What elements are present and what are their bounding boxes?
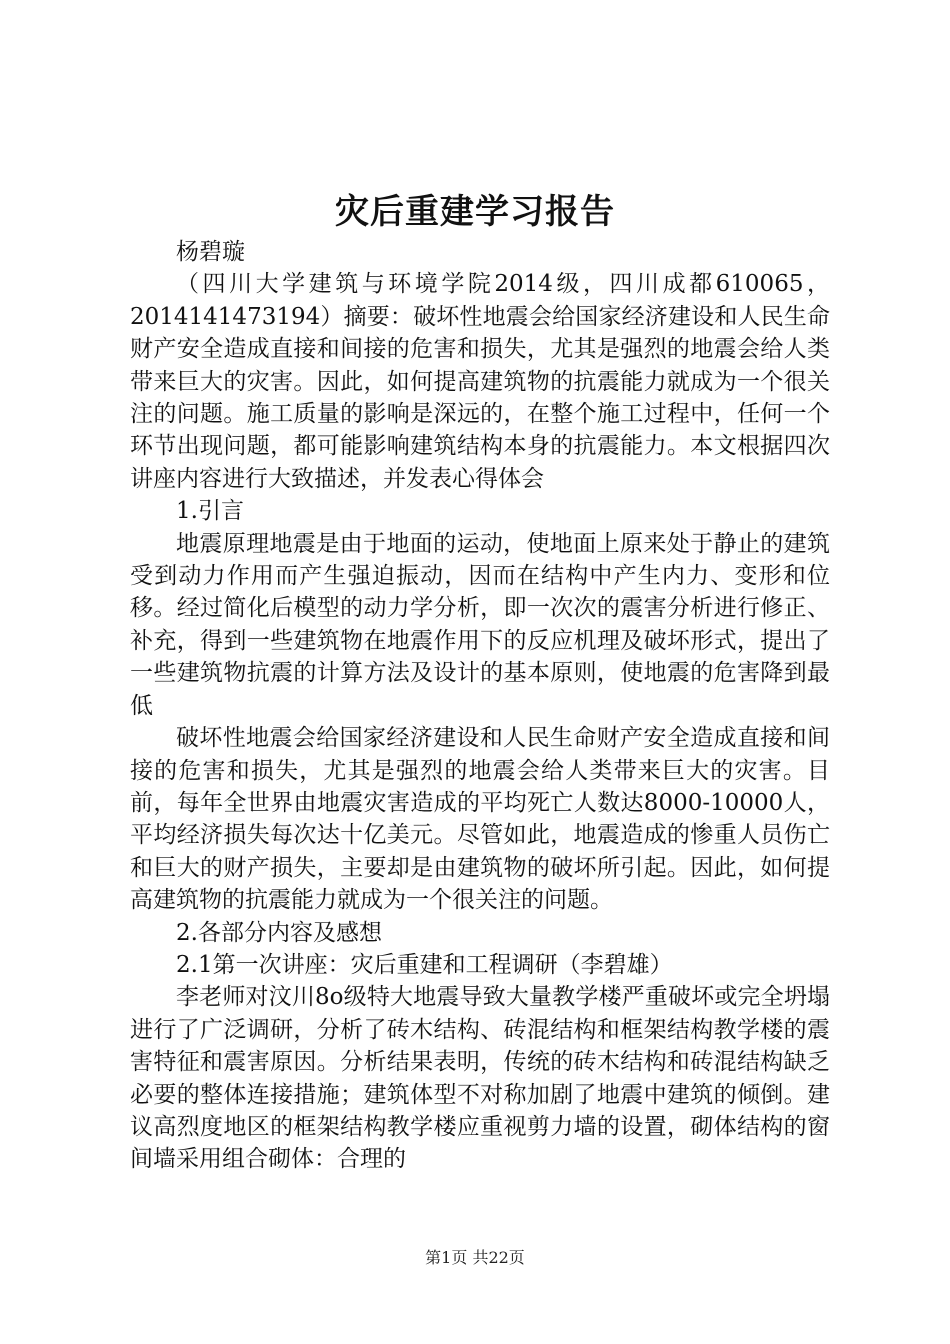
body-paragraph: 地震原理地震是由于地面的运动，使地面上原来处于静止的建筑受到动力作用而产生强迫振动，因而在结构中产生内力、变形和位移。经过简化后模型的动力学分析，即一次次的震害分析进行修正、补充，得到一些建筑物在地震作用下的反应机理及破坏形式，提出了一些建筑物抗震的计算方法及设计的基本原则，使地震的危害降到最低 (130, 530, 830, 719)
body-paragraph: 破坏性地震会给国家经济建设和人民生命财产安全造成直接和间接的危害和损失，尤其是强烈的地震会给人类带来巨大的灾害。目前，每年全世界由地震灾害造成的平均死亡人数达8000-10000人，平均经济损失每次达十亿美元。尽管如此，地震造成的惨重人员伤亡和巨大的财产损失，主要却是由建筑物的破坏所引起。因此，如何提高建筑物的抗震能力就成为一个很关注的问题。 (130, 725, 830, 914)
abstract-paragraph: （四川大学建筑与环境学院2014级，四川成都610065，2014141473194）摘要：破坏性地震会给国家经济建设和人民生命财产安全造成直接和间接的危害和损失，尤其是强烈的地震会给人类带来巨大的灾害。因此，如何提高建筑物的抗震能力就成为一个很关注的问题。施工质量的影响是深远的，在整个施工过程中，任何一个环节出现问题，都可能影响建筑结构本身的抗震能力。本文根据四次讲座内容进行大致描述，并发表心得体会 (130, 271, 830, 492)
section-heading-introduction: 1.引言 (176, 498, 244, 525)
subsection-heading: 2.1第一次讲座：灾后重建和工程调研（李碧雄） (176, 951, 673, 978)
body-paragraph: 李老师对汶川8o级特大地震导致大量教学楼严重破坏或完全坍塌进行了广泛调研，分析了砖木结构、砖混结构和框架结构教学楼的震害特征和震害原因。分析结果表明，传统的砖木结构和砖混结构缺乏必要的整体连接措施；建筑体型不对称加剧了地震中建筑的倾倒。建议高烈度地区的框架结构教学楼应重视剪力墙的设置，砌体结构的窗间墙采用组合砌体：合理的 (130, 984, 830, 1173)
page-footer: 第1页 共22页 (425, 1248, 525, 1267)
section-heading-contents: 2.各部分内容及感想 (176, 919, 382, 946)
author-name: 杨碧璇 (176, 239, 245, 265)
document-title: 灾后重建学习报告 (335, 192, 615, 232)
document-body (130, 236, 830, 1176)
